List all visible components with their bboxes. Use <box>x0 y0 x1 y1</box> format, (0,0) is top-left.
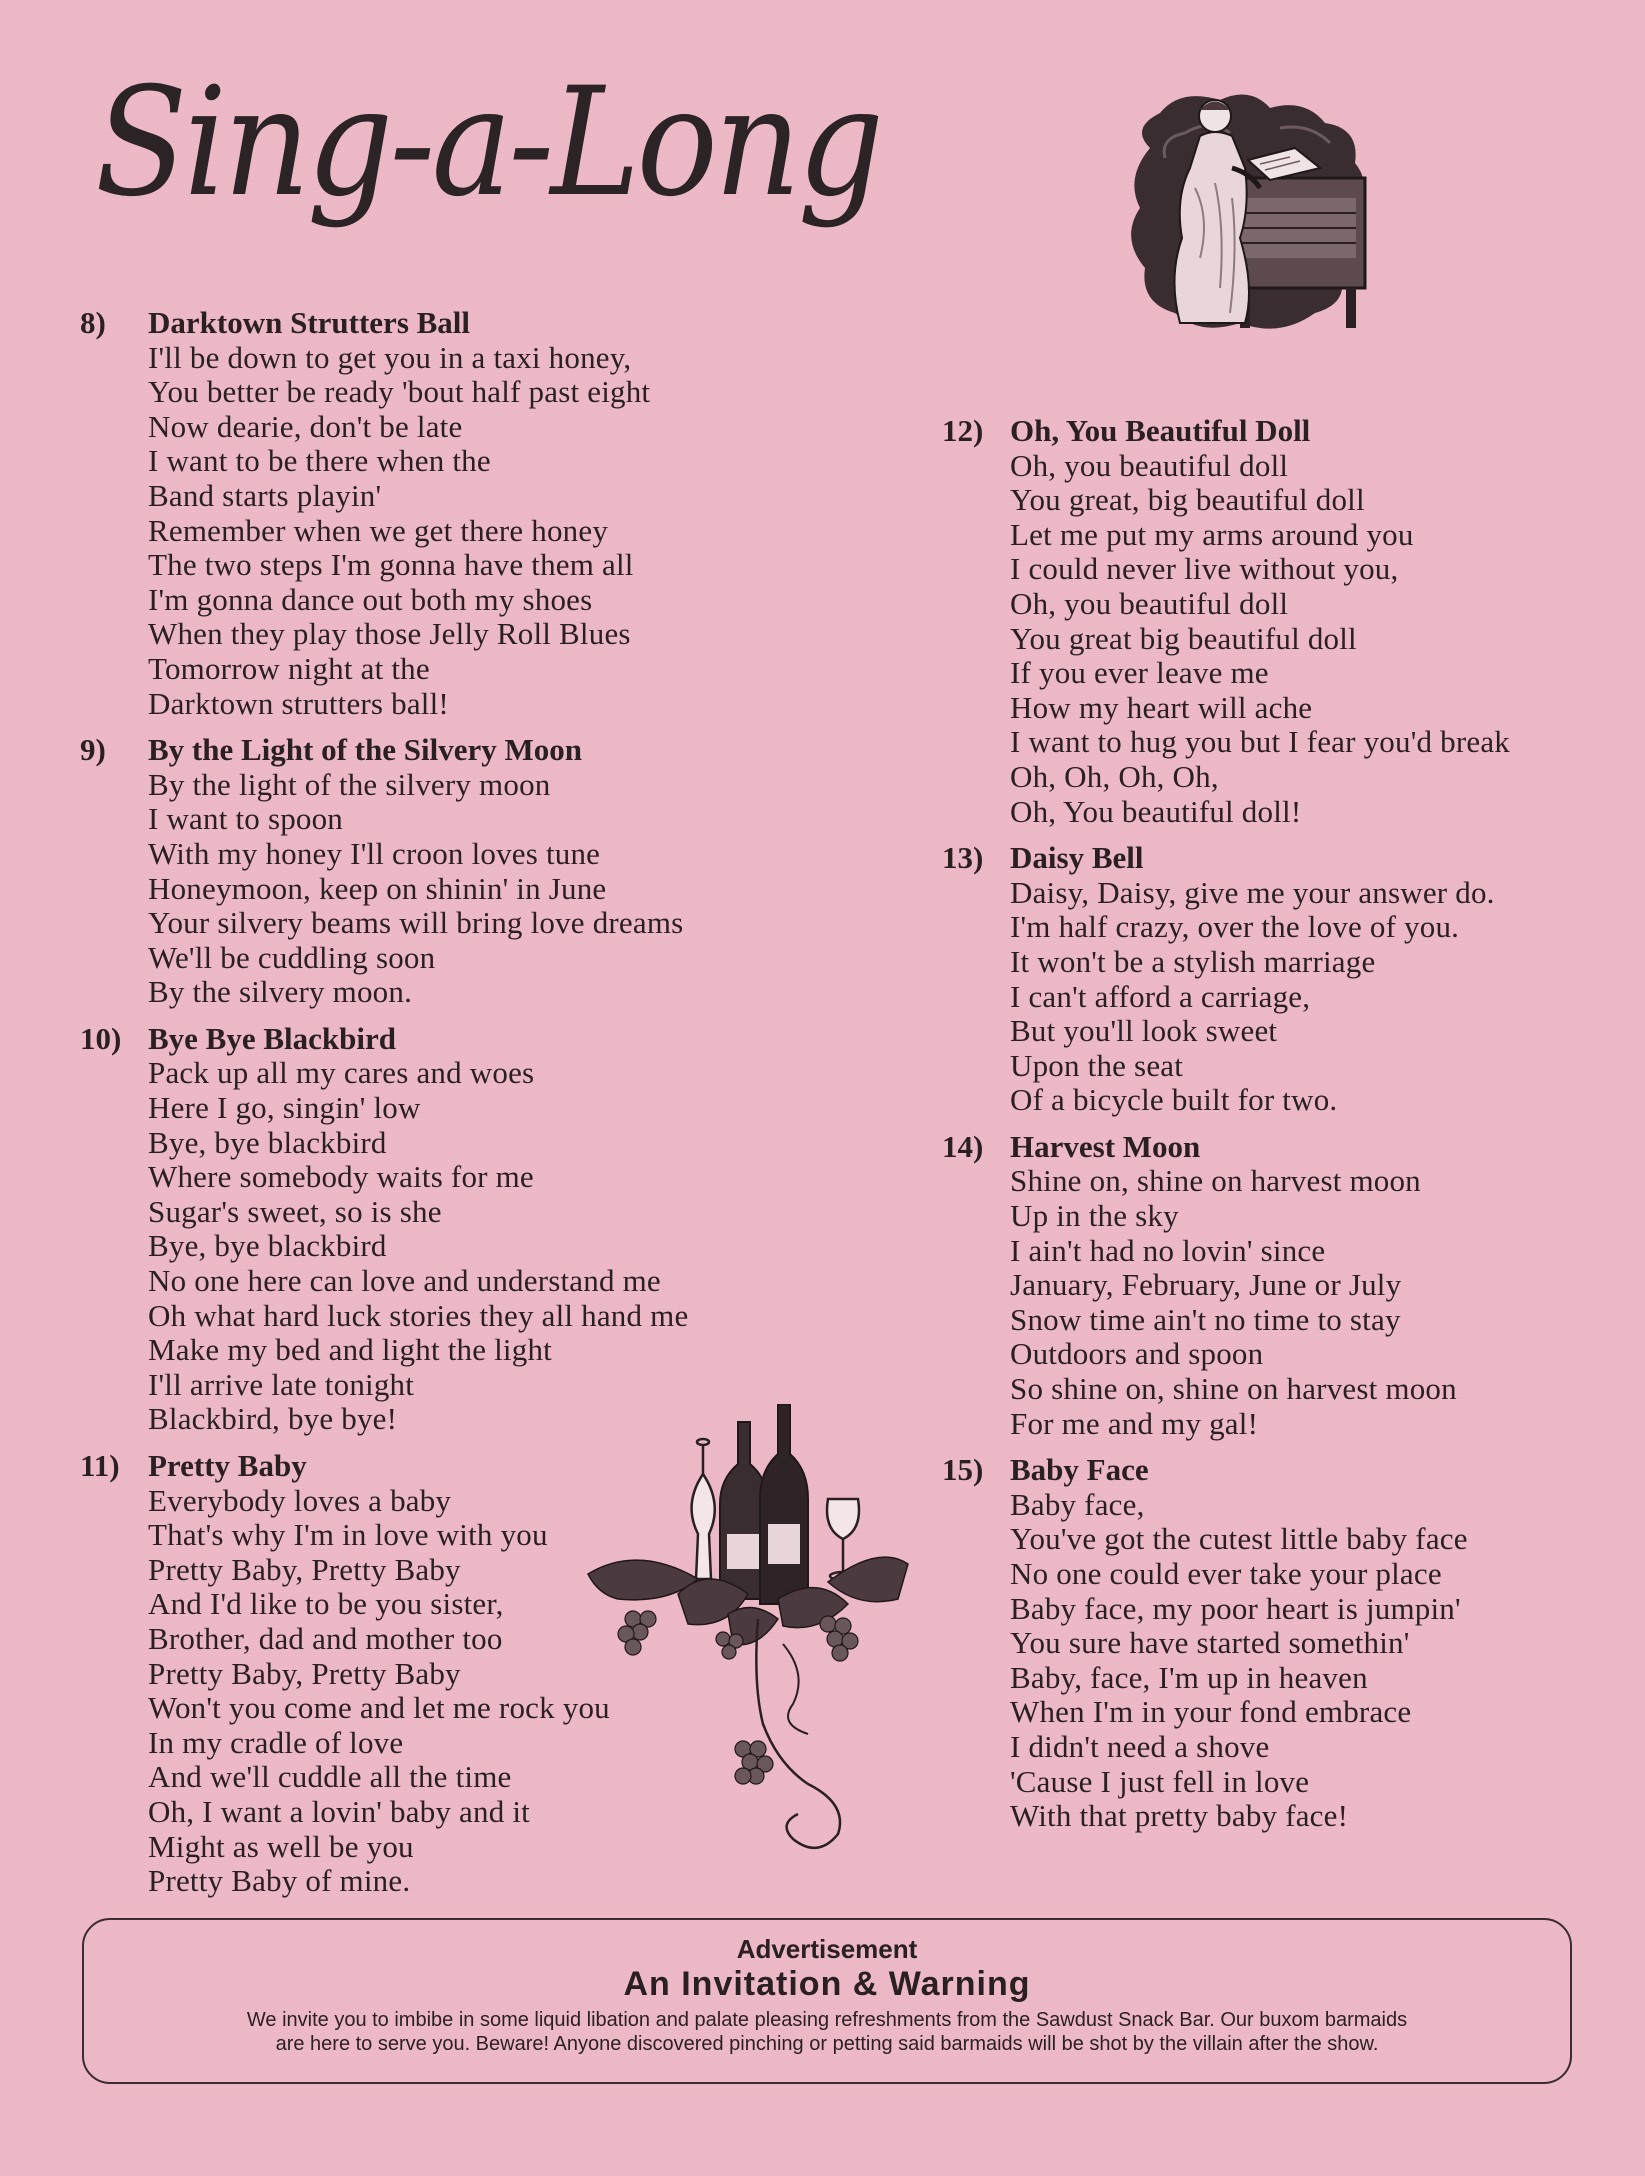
advertisement-box <box>82 1918 1572 2084</box>
song-lyrics <box>1010 1164 1622 1441</box>
song-title: Oh, You Beautiful Doll <box>1010 413 1311 448</box>
song-lyrics <box>148 768 780 1010</box>
lyric-line: Baby face, <box>1010 1486 1145 1522</box>
song <box>80 1449 780 1899</box>
lyric-line: Upon the seat <box>1010 1047 1184 1083</box>
lyric-line: It won't be a stylish marriage <box>1010 943 1376 979</box>
advertisement-body-line: are here to serve you. Beware! Anyone discovered pinching or petting said barmaids will be shot by the villain after the show. <box>275 2033 1379 2055</box>
lyric-line: Might as well be you <box>148 1828 414 1864</box>
lyric-line: Oh, you beautiful doll <box>1010 447 1289 483</box>
lyric-line: No one here can love and understand me <box>148 1263 661 1299</box>
song-number: 9) <box>80 732 106 768</box>
lyric-line: And we'll cuddle all the time <box>148 1759 512 1795</box>
left-song-column <box>80 306 780 1911</box>
song-title: Harvest Moon <box>1010 1128 1201 1164</box>
lyric-line: Bye, bye blackbird <box>148 1124 387 1160</box>
song-lyrics <box>1010 449 1622 830</box>
song-number: 11) <box>80 1448 120 1483</box>
lyric-line: Bye, bye blackbird <box>148 1228 387 1264</box>
lyric-line: Remember when we get there honey <box>148 512 609 548</box>
right-song-column <box>942 414 1622 1846</box>
song-number: 13) <box>942 840 984 876</box>
song-number: 10) <box>80 1020 122 1056</box>
song-number: 12) <box>942 413 984 448</box>
lyric-line: Oh what hard luck stories they all hand me <box>148 1297 689 1333</box>
lyric-line: And I'd like to be you sister, <box>148 1586 504 1622</box>
lyric-line: By the light of the silvery moon <box>148 766 551 802</box>
lyric-line: I want to hug you but I fear you'd break <box>1010 724 1510 760</box>
advertisement-title: An Invitation & Warning <box>623 1965 1031 2003</box>
lyric-line: When I'm in your fond embrace <box>1010 1694 1412 1730</box>
advertisement-body <box>124 2008 1530 2056</box>
lyric-line: We'll be cuddling soon <box>148 939 436 975</box>
song-title: Bye Bye Blackbird <box>148 1020 397 1056</box>
lyric-line: I want to be there when the <box>148 443 491 479</box>
lyric-line: You've got the cutest little baby face <box>1010 1521 1468 1557</box>
song-heading <box>80 1022 780 1057</box>
lyric-line: I'm gonna dance out both my shoes <box>148 581 593 617</box>
lyric-line: Pretty Baby, Pretty Baby <box>148 1551 461 1587</box>
lyric-line: January, February, June or July <box>1010 1267 1402 1303</box>
advertisement-body-line: We invite you to imbibe in some liquid libation and palate pleasing refreshments from the Sawdust Snack Bar. Our buxom barmaids <box>246 2009 1408 2031</box>
lyric-line: Darktown strutters ball! <box>148 685 449 721</box>
song-title: By the Light of the Silvery Moon <box>148 732 582 768</box>
lyric-line: Pretty Baby, Pretty Baby <box>148 1655 461 1691</box>
lyric-line: I'll arrive late tonight <box>148 1366 415 1402</box>
song-title: Pretty Baby <box>148 1448 307 1483</box>
song-number: 8) <box>80 305 106 340</box>
lyric-line: With my honey I'll croon loves tune <box>148 835 601 871</box>
lyric-line: Sugar's sweet, so is she <box>148 1193 442 1229</box>
advertisement-label: Advertisement <box>736 1934 918 1964</box>
song <box>942 414 1622 829</box>
song-title: Baby Face <box>1010 1452 1149 1488</box>
lyric-line: If you ever leave me <box>1010 655 1269 691</box>
song-number: 15) <box>942 1452 984 1488</box>
lyric-line: Pack up all my cares and woes <box>148 1055 535 1091</box>
lyric-line: Your silvery beams will bring love dreams <box>148 905 684 941</box>
lyric-line: Outdoors and spoon <box>1010 1336 1264 1372</box>
lyric-line: I didn't need a shove <box>1010 1728 1270 1764</box>
song <box>942 1453 1622 1834</box>
song-heading <box>942 841 1622 876</box>
lyric-line: I want to spoon <box>148 801 344 837</box>
lyric-line: Honeymoon, keep on shinin' in June <box>148 870 607 906</box>
woman-at-piano-illustration <box>1120 88 1380 338</box>
lyric-line: Won't you come and let me rock you <box>148 1690 610 1726</box>
song-heading <box>942 414 1622 449</box>
lyric-line: Daisy, Daisy, give me your answer do. <box>1010 874 1495 910</box>
lyric-line: You better be ready 'bout half past eight <box>148 374 651 410</box>
song-heading <box>942 1130 1622 1165</box>
song-heading <box>80 733 780 768</box>
lyric-line: In my cradle of love <box>148 1724 404 1760</box>
lyric-line: You great, big beautiful doll <box>1010 482 1365 518</box>
song <box>80 733 780 1010</box>
song-lyrics <box>148 341 780 722</box>
song <box>80 1022 780 1437</box>
lyric-line: By the silvery moon. <box>148 974 413 1010</box>
song-lyrics <box>1010 876 1622 1118</box>
lyric-line: Shine on, shine on harvest moon <box>1010 1163 1421 1199</box>
lyric-line: Baby face, my poor heart is jumpin' <box>1010 1590 1461 1626</box>
lyric-line: With that pretty baby face! <box>1010 1798 1349 1834</box>
lyric-line: Tomorrow night at the <box>148 650 430 686</box>
lyric-line: Band starts playin' <box>148 477 382 513</box>
lyric-line: Of a bicycle built for two. <box>1010 1082 1338 1118</box>
lyric-line: I could never live without you, <box>1010 551 1399 587</box>
lyric-line: Brother, dad and mother too <box>148 1620 503 1656</box>
lyric-line: Blackbird, bye bye! <box>148 1401 398 1437</box>
lyric-line: Oh, Oh, Oh, Oh, <box>1010 758 1219 794</box>
song-number: 14) <box>942 1128 984 1164</box>
lyric-line: Oh, I want a lovin' baby and it <box>148 1793 530 1829</box>
song-lyrics <box>1010 1488 1622 1834</box>
song-heading <box>942 1453 1622 1488</box>
lyric-line: Snow time ain't no time to stay <box>1010 1301 1401 1337</box>
lyric-line: I'm half crazy, over the love of you. <box>1010 909 1460 945</box>
page-title: Sing-a-Long <box>95 56 881 230</box>
lyric-line: Baby, face, I'm up in heaven <box>1010 1659 1368 1695</box>
lyric-line: Oh, you beautiful doll <box>1010 585 1289 621</box>
lyric-line: I'll be down to get you in a taxi honey, <box>148 339 632 375</box>
lyric-line: No one could ever take your place <box>1010 1556 1442 1591</box>
lyric-line: When they play those Jelly Roll Blues <box>148 616 631 652</box>
song-lyrics <box>148 1056 780 1437</box>
lyric-line: Up in the sky <box>1010 1198 1179 1234</box>
song-title: Daisy Bell <box>1010 840 1144 876</box>
lyric-line: Everybody loves a baby <box>148 1482 452 1518</box>
song <box>942 1130 1622 1441</box>
lyric-line: The two steps I'm gonna have them all <box>148 547 634 583</box>
lyric-line: But you'll look sweet <box>1010 1013 1278 1049</box>
lyric-line: Where somebody waits for me <box>148 1159 534 1195</box>
lyric-line: You sure have started somethin' <box>1010 1625 1410 1661</box>
song-heading <box>80 306 780 341</box>
song <box>80 306 780 721</box>
lyric-line: Now dearie, don't be late <box>148 408 463 444</box>
lyric-line: I ain't had no lovin' since <box>1010 1232 1326 1268</box>
lyric-line: You great big beautiful doll <box>1010 620 1357 656</box>
lyric-line: How my heart will ache <box>1010 689 1313 725</box>
lyric-line: 'Cause I just fell in love <box>1010 1763 1310 1799</box>
lyric-line: Pretty Baby of mine. <box>148 1863 411 1899</box>
song-lyrics <box>148 1484 780 1899</box>
lyric-line: Here I go, singin' low <box>148 1090 421 1126</box>
lyric-line: So shine on, shine on harvest moon <box>1010 1371 1457 1407</box>
lyric-line: For me and my gal! <box>1010 1405 1259 1441</box>
lyric-line: Let me put my arms around you <box>1010 516 1414 552</box>
lyric-line: I can't afford a carriage, <box>1010 978 1311 1014</box>
song <box>942 841 1622 1118</box>
lyric-line: Oh, You beautiful doll! <box>1010 793 1302 829</box>
lyric-line: Make my bed and light the light <box>148 1332 552 1368</box>
song-title: Darktown Strutters Ball <box>148 305 471 340</box>
lyric-line: That's why I'm in love with you <box>148 1517 548 1553</box>
song-heading <box>80 1449 780 1484</box>
